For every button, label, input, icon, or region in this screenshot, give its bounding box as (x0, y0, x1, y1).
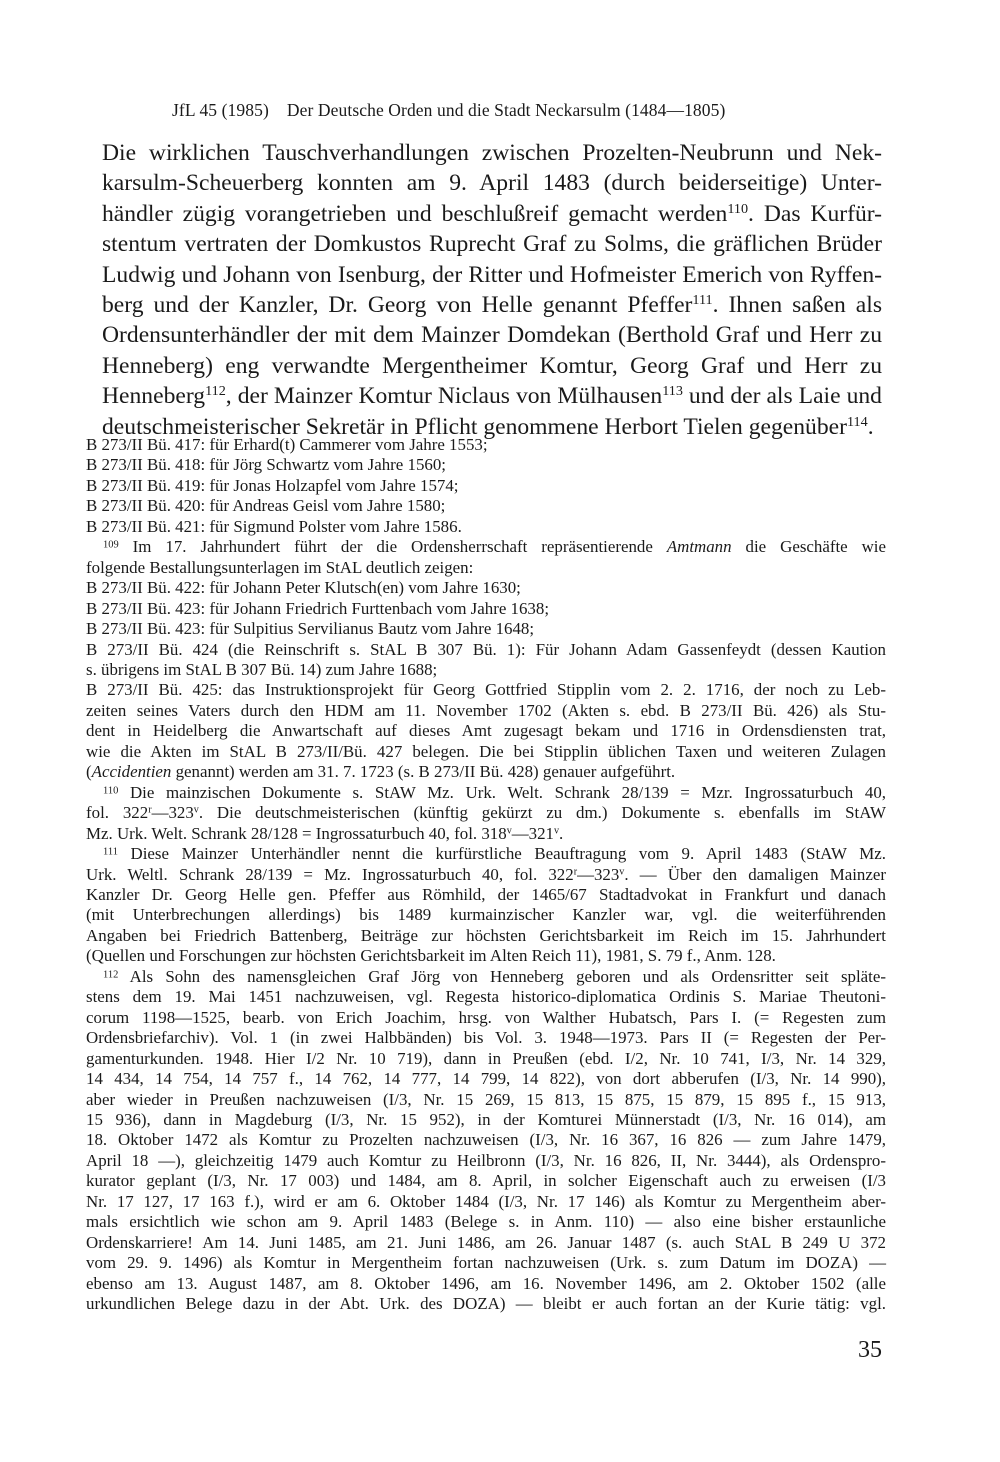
footnote-line: B 273/II Bü. 421: für Sigmund Polster vom Jahre 1586. (86, 516, 462, 536)
running-header (172, 100, 725, 121)
footnote-line: Urk. Weltl. Schrank 28/139 = Mz. Ingrossaturbuch 40, fol. 322$^r$—323$^v$. — Über den damaligen Mainzer (86, 864, 886, 884)
footnotes (86, 435, 886, 1314)
footnote-line: mals ersichtlich wie schon am 9. April 1483 (Belege s. in Anm. 110) — also eine bisher erstaunliche (86, 1212, 886, 1232)
footnote-line: B 273/II Bü. 419: für Jonas Holzapfel vom Jahre 1574; (86, 475, 459, 495)
footnote-line: B 273/II Bü. 425: das Instruktionsprojekt für Georg Gottfried Stipplin vom 2. 2. 1716, der noch zu Leb- (86, 680, 886, 700)
footnote-line: B 273/II Bü. 423: für Johann Friedrich Furttenbach vom Jahre 1638; (86, 598, 550, 618)
footnote-line: Angaben bei Friedrich Battenberg, Beiträge zur höchsten Gerichtsbarkeit im Reich im 15. Jahrhundert (86, 925, 886, 945)
journal-reference: JfL 45 (1985) (172, 100, 269, 120)
footnote-line: folgende Bestallungsunterlagen im StAL deutlich zeigen: (86, 557, 474, 577)
footnote-line: $^{111}$ Diese Mainzer Unterhändler nennt die kurfürstliche Beauftragung vom 9. April 1483 (StAW Mz. (103, 844, 886, 864)
footnote-line: corum 1198—1525, bearb. von Erich Joachim, hrsg. von Walther Hubatsch, Pars I. (= Regesten zum (86, 1007, 886, 1027)
main-line: deutschmeisterischer Sekretär in Pflicht genommene Herbort Tielen gegenüber$^{114}$. (102, 413, 874, 440)
footnote-line: (Accidentien genannt) werden am 31. 7. 1723 (s. B 273/II Bü. 428) genauer aufgeführt. (86, 762, 676, 782)
main-line: Die wirklichen Tauschverhandlungen zwischen Prozelten-Neubrunn und Nek- (102, 140, 882, 166)
footnote-line: gamenturkunden. 1948. Hier I/2 Nr. 10 719), dann in Preußen (ebd. I/2, Nr. 10 741, I/3, Nr. 14 329, (86, 1048, 886, 1068)
footnote-line: Nr. 17 127, 17 163 f.), wird er am 6. Oktober 1484 (I/3, Nr. 17 146) als Komtur zu Mergentheim aber- (86, 1191, 886, 1211)
footnote-line: Kanzler Dr. Georg Helle gen. Pfeffer aus Römhild, der 1465/67 Stadtadvokat in Frankfurt und danach (86, 884, 886, 904)
footnote-line: urkundlichen Belege dazu in der Abt. Urk. des DOZA) — bleibt er auch fortan an der Kurie tätig: vgl. (86, 1294, 886, 1314)
footnote-number: 109 (103, 539, 119, 551)
footnote-line: zeiten seines Vaters durch den HDM am 11. November 1702 (Akten s. ebd. B 273/II Bü. 426) als Stu- (86, 700, 886, 720)
footnote-line: B 273/II Bü. 420: für Andreas Geisl vom Jahre 1580; (86, 496, 446, 516)
main-line: karsulm-Scheuerberg konnten am 9. April 1483 (durch beiderseitige) Unter- (102, 170, 882, 197)
footnote-line: (Quellen und Forschungen zur höchsten Gerichtsbarkeit im Alten Reich 11), 1981, S. 79 f., Anm. 128. (86, 946, 776, 966)
footnote-line: B 273/II Bü. 418: für Jörg Schwartz vom Jahre 1560; (86, 455, 446, 475)
footnote-line: Mz. Urk. Welt. Schrank 28/128 = Ingrossaturbuch 40, fol. 318$^v$—321$^v$. (86, 823, 564, 843)
footnote-ref[interactable]: 113 (662, 383, 683, 400)
footnote-line: April 18 —), gleichzeitig 1479 auch Komtur zu Heilbronn (I/3, Nr. 16 826, II, Nr. 3444), als Ordenspro- (86, 1150, 886, 1170)
footnote-line: ebenso am 13. August 1487, am 8. Oktober 1496, am 16. November 1496, am 2. Oktober 1502 (alle (86, 1273, 886, 1293)
footnote-line: Ordensbriefarchiv). Vol. 1 (in zwei Halbbänden) bis Vol. 3. 1948—1973. Pars II (= Regesten der Per- (86, 1028, 886, 1048)
footnote-line: 15 936), dann in Magdeburg (I/3, Nr. 15 952), in der Komturei Münnerstadt (I/3, Nr. 16 014), am (86, 1109, 886, 1129)
footnote-number: 112 (103, 969, 119, 981)
footnote-number: 110 (103, 785, 119, 796)
footnote-ref[interactable]: 111 (692, 292, 713, 309)
footnote-line: B 273/II Bü. 423: für Sulpitius Servilianus Bautz vom Jahre 1648; (86, 619, 535, 639)
footnote-line: 14 434, 14 754, 14 757 f., 14 762, 14 777, 14 799, 14 822), von dort abberufen (I/3, Nr. 14 990), (86, 1069, 886, 1089)
footnote-line: $^{112}$ Als Sohn des namensgleichen Graf Jörg von Henneberg geboren und als Ordensritter seit spläte- (103, 966, 886, 986)
main-text (102, 138, 882, 442)
footnote-line: $^{109}$ Im 17. Jahrhundert führt der die Ordensherrschaft repräsentierende Amtmann die Geschäfte wie (103, 537, 886, 557)
main-line: händler zügig vorangetrieben und beschlußreif gemacht werden$^{110}$. Das Kurfür- (102, 200, 882, 227)
main-line: berg und der Kanzler, Dr. Georg von Helle genannt Pfeffer$^{111}$. Ihnen saßen als (102, 292, 882, 319)
footnote-line: (mit Unterbrechungen allerdings) bis 1489 kurmainzischer Kanzler war, vgl. die weiterführenden (86, 905, 886, 925)
footnote-number: 111 (103, 846, 118, 858)
main-line: Henneberg$^{112}$, der Mainzer Komtur Niclaus von Mülhausen$^{113}$ und der als Laie und (102, 383, 882, 410)
footnote-line: vom 29. 9. 1496) als Komtur in Mergentheim fortan nachzuweisen (Urk. s. zum Datum im DOZA) — (86, 1253, 886, 1273)
footnote-line: B 273/II Bü. 417: für Erhard(t) Cammerer vom Jahre 1553; (86, 435, 488, 454)
footnote-ref[interactable]: 110 (727, 201, 749, 218)
footnote-ref[interactable]: 112 (205, 383, 226, 400)
footnote-line: fol. 322$^r$—323$^v$. Die deutschmeisterischen (künftig gekürzt zu dm.) Dokumente s. ebenfalls im StAW (86, 803, 887, 823)
footnote-line: B 273/II Bü. 422: für Johann Peter Klutsch(en) vom Jahre 1630; (86, 578, 521, 598)
footnote-ref[interactable]: 114 (846, 413, 868, 430)
footnote-line: 18. Oktober 1472 als Komtur zu Prozelten nachzuweisen (I/3, Nr. 16 367, 16 826 — zum Jahre 1479, (86, 1130, 886, 1150)
main-line: Henneberg) eng verwandte Mergentheimer Komtur, Georg Graf und Herr zu (102, 352, 882, 379)
main-line: Ludwig und Johann von Isenburg, der Ritter und Hofmeister Emerich von Ryffen- (102, 261, 882, 288)
footnote-line: s. übrigens im StAL B 307 Bü. 14) zum Jahre 1688; (86, 659, 438, 679)
footnote-line: $^{110}$ Die mainzischen Dokumente s. StAW Mz. Urk. Welt. Schrank 28/139 = Mzr. Ingrossaturbuch 40, (103, 782, 886, 802)
footnote-line: B 273/II Bü. 424 (die Reinschrift s. StAL B 307 Bü. 1): Für Johann Adam Gassenfeydt (dessen Kaution (86, 639, 886, 659)
footnote-line: aber wieder in Preußen nachzuweisen (I/3, Nr. 15 269, 15 813, 15 875, 15 879, 15 895 f., 15 913, (86, 1089, 886, 1109)
main-line: Ordensunterhändler der mit dem Mainzer Domdekan (Berthold Graf und Herr zu (102, 322, 882, 349)
running-title: Der Deutsche Orden und die Stadt Neckarsulm (1484—1805) (286, 100, 726, 120)
footnote-line: wie die Akten im StAL B 273/II/Bü. 427 belegen. Die bei Stipplin üblichen Taxen und weiteren Zulagen (86, 741, 886, 761)
footnote-line: kurator geplant (I/3, Nr. 17 003) und 1484, am 8. April, in solcher Eigenschaft auch zu erweisen (I/3 (86, 1171, 886, 1191)
page-number: 35 (858, 1337, 882, 1363)
footnote-line: stens dem 19. Mai 1451 nachzuweisen, vgl. Regesta historico-diplomatica Ordinis S. Mariae Theutoni- (86, 987, 886, 1007)
footnote-line: dent in Heidelberg die Anwartschaft auf dieses Amt zugesagt bekam und 1716 in Ordensdiensten trat, (86, 721, 886, 741)
main-line: stentum vertraten der Domkustos Ruprecht Graf zu Solms, die gräflichen Brüder (102, 231, 882, 258)
footnote-line: Ordenskarriere! Am 14. Juni 1485, am 21. Juni 1486, am 26. Januar 1487 (s. auch StAL B 249 U 372 (86, 1232, 886, 1252)
